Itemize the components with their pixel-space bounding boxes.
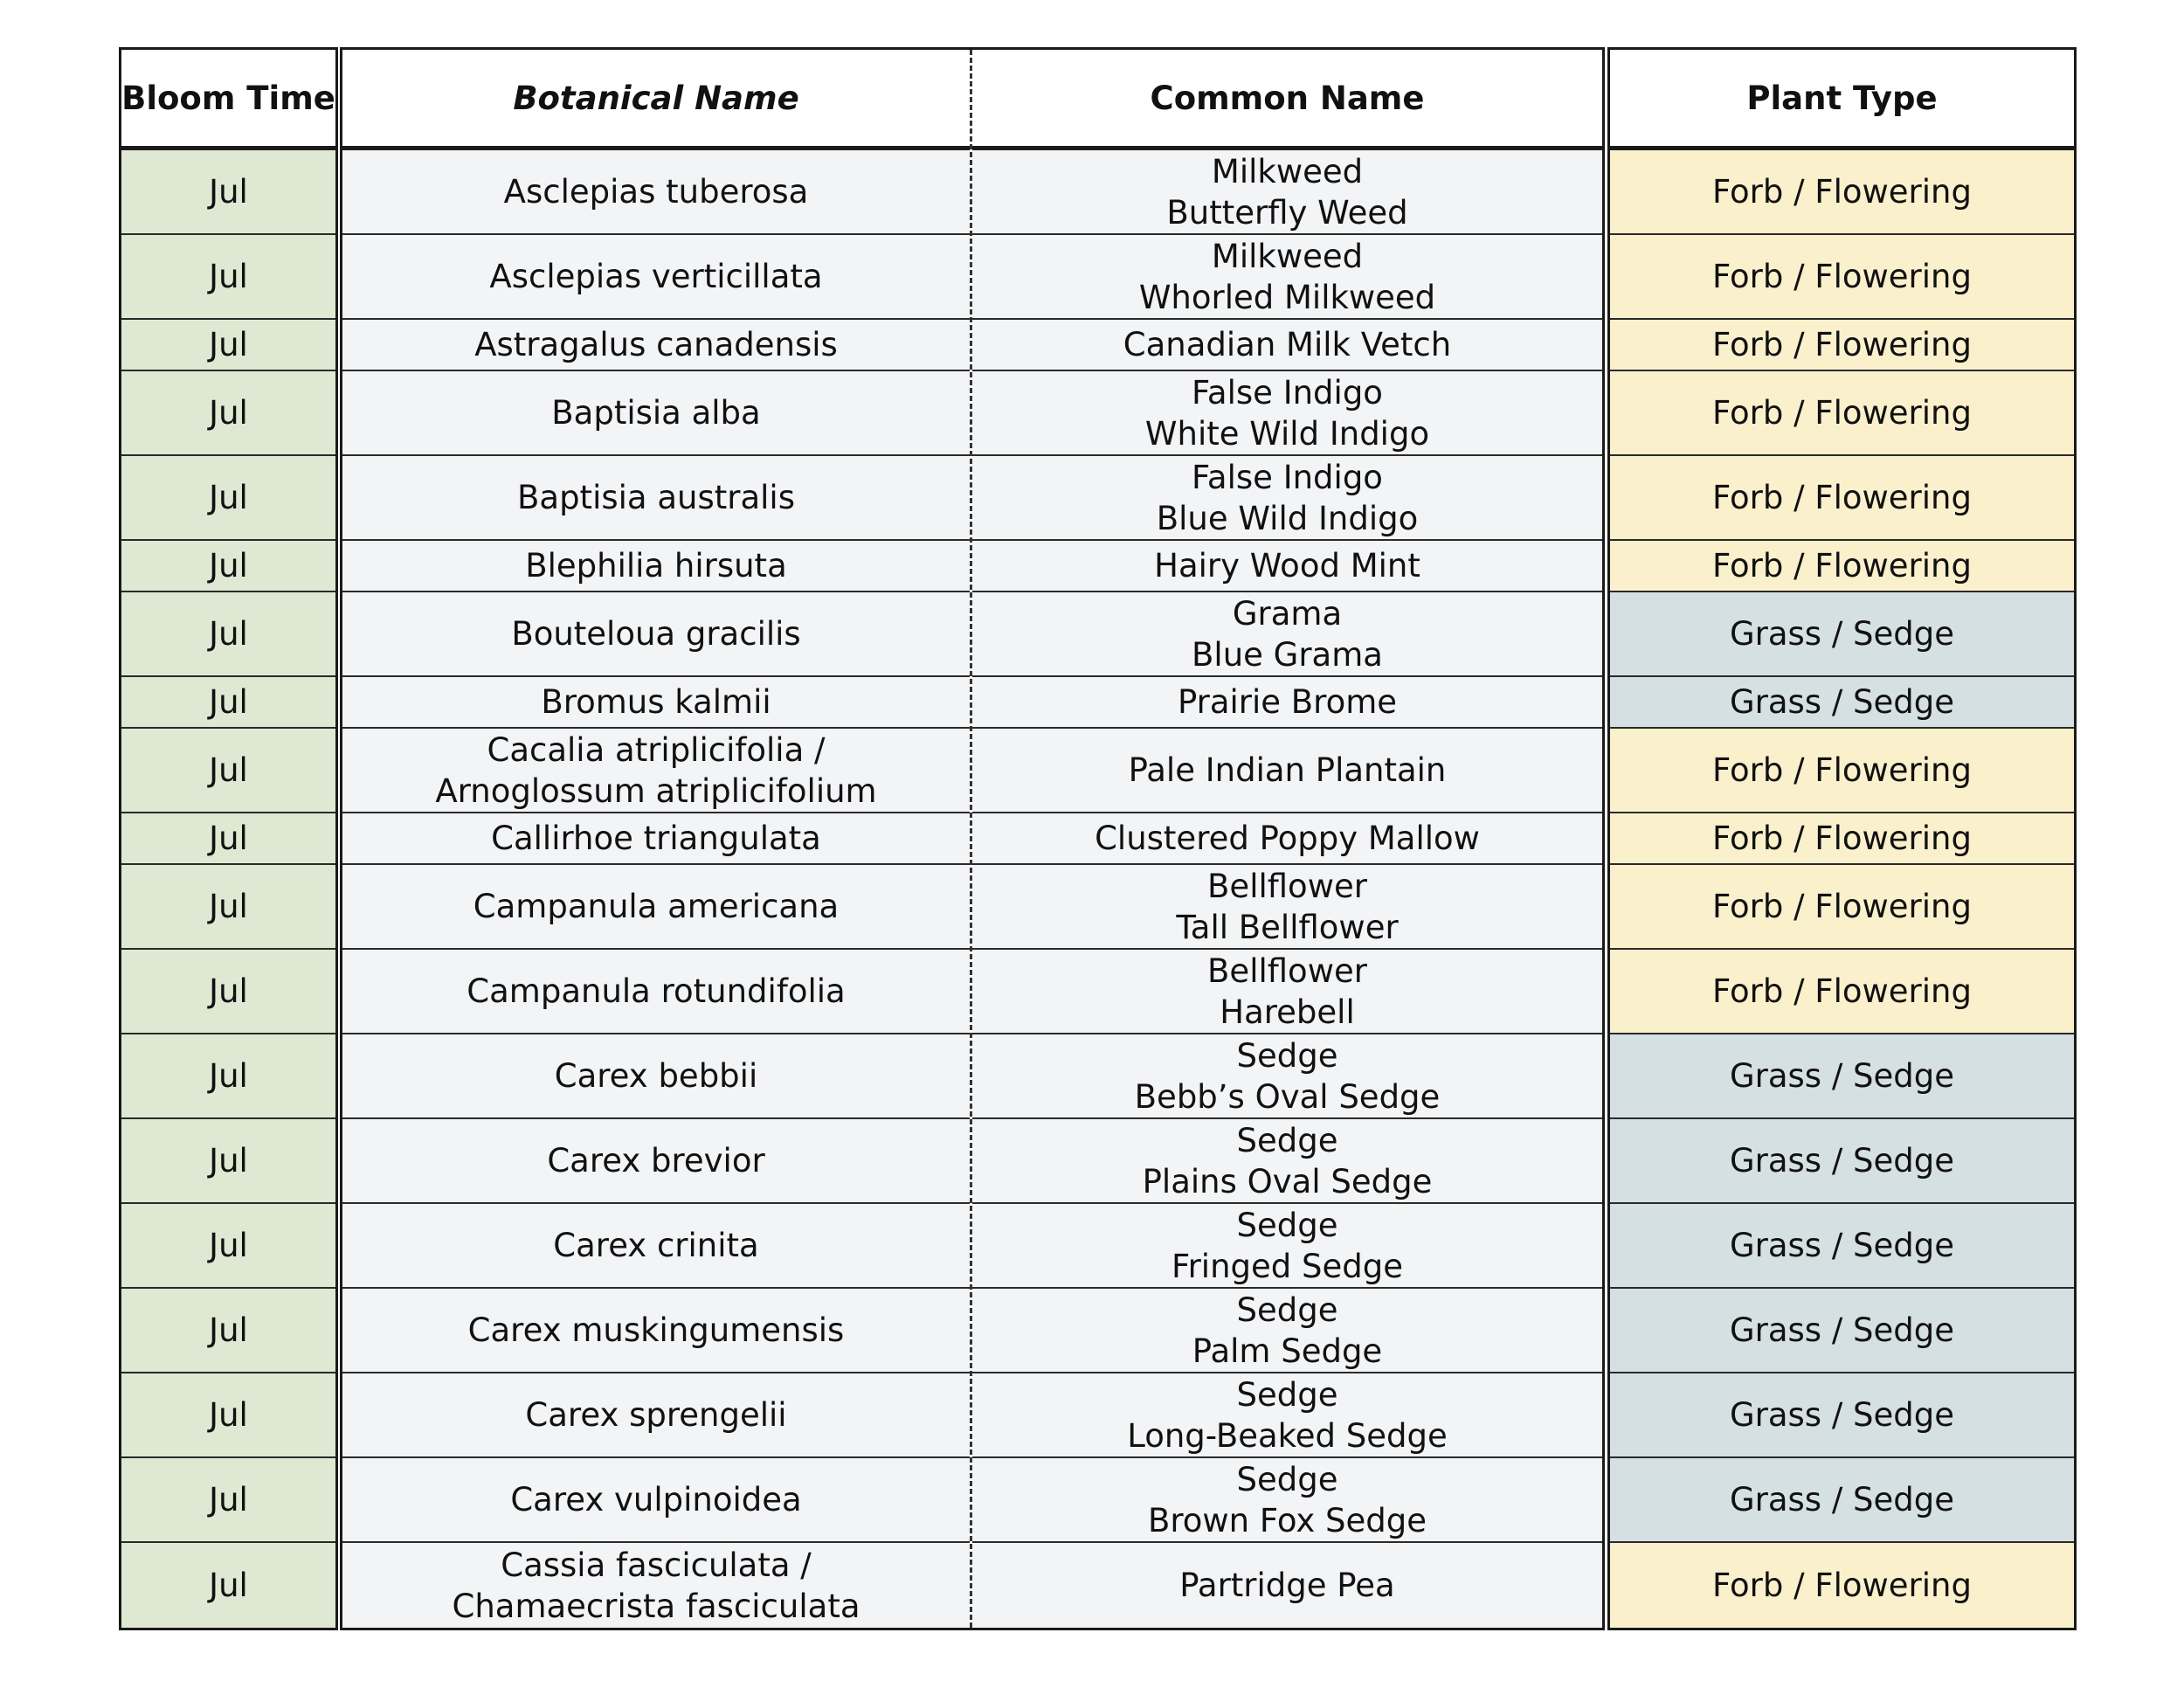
botanical-name-cell — [342, 813, 970, 865]
bloom-time-cell — [121, 1119, 335, 1204]
common-name-cell-line: Prairie Brome — [1177, 683, 1398, 721]
plant-type-cell-line: Forb / Flowering — [1712, 751, 1972, 789]
common-name-cell-line: Tall Bellflower — [1176, 908, 1399, 946]
plant-type-cell — [1610, 1543, 2074, 1628]
botanical-name-cell — [342, 456, 970, 541]
bloom-time-cell-line: Jul — [209, 1567, 248, 1604]
bloom-time-cell — [121, 371, 335, 456]
bloom-time-cell — [121, 541, 335, 592]
botanical-name-cell — [342, 1034, 970, 1119]
bloom-time-cell-line: Jul — [209, 683, 248, 721]
plant-type-cell-line: Forb / Flowering — [1712, 1567, 1972, 1604]
botanical-name-cell-line: Campanula rotundifolia — [467, 972, 846, 1010]
bloom-time-cell — [121, 950, 335, 1034]
bloom-time-cell-line: Jul — [209, 888, 248, 925]
common-name-cell — [972, 150, 1602, 235]
botanical-name-cell — [342, 150, 970, 235]
bloom-time-column — [119, 47, 338, 1630]
common-name-cell — [972, 1119, 1602, 1204]
botanical-name-column — [342, 50, 972, 1628]
common-name-cell — [972, 1373, 1602, 1458]
plant-type-cell-line: Forb / Flowering — [1712, 479, 1972, 516]
common-name-cell-line: Pale Indian Plantain — [1128, 751, 1447, 789]
common-name-cell — [972, 1543, 1602, 1628]
common-name-cells — [972, 150, 1602, 1628]
plant-type-cell — [1610, 1204, 2074, 1289]
common-name-cell-line: Butterfly Weed — [1166, 193, 1408, 232]
plant-type-cell — [1610, 320, 2074, 371]
common-name-cell — [972, 371, 1602, 456]
botanical-name-cell-line: Blephilia hirsuta — [525, 547, 787, 585]
common-name-cell — [972, 677, 1602, 729]
bloom-time-cell — [121, 235, 335, 320]
plant-type-cell — [1610, 1458, 2074, 1543]
bloom-time-cell — [121, 1289, 335, 1373]
botanical-name-cell-line: Carex crinita — [553, 1227, 759, 1264]
plant-type-cell — [1610, 950, 2074, 1034]
names-block — [340, 47, 1605, 1630]
common-name-cell — [972, 729, 1602, 813]
common-name-cell-line: Canadian Milk Vetch — [1123, 326, 1452, 363]
botanical-name-cell-line: Baptisia alba — [551, 394, 761, 432]
bloom-time-cell-line: Jul — [209, 479, 248, 516]
common-name-cell-line: False Indigo — [1192, 373, 1383, 412]
plant-type-cell-line: Forb / Flowering — [1712, 972, 1972, 1010]
common-name-column — [972, 50, 1602, 1628]
bloom-time-cell-line: Jul — [209, 326, 248, 363]
bloom-time-cell-line: Jul — [209, 1481, 248, 1519]
common-name-cell — [972, 320, 1602, 371]
common-name-cell-line: False Indigo — [1192, 458, 1383, 496]
common-name-cell-line: Clustered Poppy Mallow — [1095, 820, 1480, 857]
common-name-cell-line: Bellflower — [1207, 867, 1367, 905]
botanical-name-cell — [342, 1204, 970, 1289]
botanical-name-cell — [342, 950, 970, 1034]
botanical-name-cell-line: Baptisia australis — [517, 479, 795, 516]
botanical-name-cells — [342, 150, 970, 1628]
common-name-cell-line: Fringed Sedge — [1171, 1247, 1404, 1285]
common-name-cell-line: Sedge — [1236, 1036, 1338, 1075]
botanical-name-cell — [342, 865, 970, 950]
botanical-name-cell-line: Carex bebbii — [554, 1057, 758, 1095]
bloom-time-cell — [121, 865, 335, 950]
bloom-time-cell-line: Jul — [209, 820, 248, 857]
common-name-cell — [972, 813, 1602, 865]
plant-type-cell — [1610, 371, 2074, 456]
botanical-name-cell-line: Asclepias verticillata — [489, 258, 823, 295]
common-name-cell — [972, 592, 1602, 677]
bloom-time-cell-line: Jul — [209, 972, 248, 1010]
bloom-time-cell — [121, 1458, 335, 1543]
botanical-name-cell-line: Carex vulpinoidea — [510, 1481, 802, 1519]
common-name-cell — [972, 1204, 1602, 1289]
botanical-name-cell — [342, 371, 970, 456]
common-name-cell — [972, 1289, 1602, 1373]
botanical-name-cell — [342, 729, 970, 813]
plant-type-cell-line: Forb / Flowering — [1712, 888, 1972, 925]
bloom-time-cell — [121, 1204, 335, 1289]
bloom-time-cell — [121, 1373, 335, 1458]
common-name-cell-line: Partridge Pea — [1179, 1567, 1395, 1604]
names-columns — [342, 50, 1602, 1628]
botanical-name-header: Botanical Name — [342, 50, 970, 150]
bloom-time-cell — [121, 1034, 335, 1119]
common-name-cell-line: Blue Wild Indigo — [1156, 499, 1419, 537]
bloom-time-cell-line: Jul — [209, 751, 248, 789]
plant-type-cell-line: Grass / Sedge — [1729, 1396, 1955, 1434]
common-name-cell — [972, 865, 1602, 950]
plant-type-cell-line: Grass / Sedge — [1729, 1142, 1955, 1180]
bloom-time-cell-line: Jul — [209, 1057, 248, 1095]
bloom-time-cell-line: Jul — [209, 1142, 248, 1180]
plant-type-cell-line: Forb / Flowering — [1712, 173, 1972, 211]
plant-type-cell — [1610, 456, 2074, 541]
plant-type-cell — [1610, 150, 2074, 235]
bloom-time-cell — [121, 456, 335, 541]
common-name-cell-line: Sedge — [1236, 1460, 1338, 1498]
bloom-time-cell-line: Jul — [209, 547, 248, 585]
botanical-name-cell-line: Astragalus canadensis — [474, 326, 838, 363]
common-name-cell — [972, 235, 1602, 320]
botanical-name-cell-line: Carex sprengelii — [525, 1396, 787, 1434]
common-name-cell — [972, 1034, 1602, 1119]
botanical-name-cell-line: Bouteloua gracilis — [511, 615, 801, 653]
botanical-name-cell — [342, 1373, 970, 1458]
botanical-name-cell — [342, 1458, 970, 1543]
plant-type-cell-line: Grass / Sedge — [1729, 1057, 1955, 1095]
common-name-cell-line: Whorled Milkweed — [1138, 278, 1436, 316]
botanical-name-cell-line: Arnoglossum atriplicifolium — [435, 771, 877, 810]
common-name-cell-line: Grama — [1232, 594, 1343, 633]
bloom-time-cell-line: Jul — [209, 173, 248, 211]
plant-type-cell-line: Grass / Sedge — [1729, 1227, 1955, 1264]
plant-type-cell — [1610, 729, 2074, 813]
botanical-name-cell-line: Chamaecrista fasciculata — [452, 1587, 860, 1625]
common-name-cell-line: White Wild Indigo — [1144, 414, 1430, 453]
botanical-name-cell — [342, 320, 970, 371]
plant-type-cell — [1610, 541, 2074, 592]
plant-type-cell-line: Forb / Flowering — [1712, 820, 1972, 857]
bloom-time-cell-line: Jul — [209, 1311, 248, 1349]
plant-type-cell — [1610, 1373, 2074, 1458]
common-name-cell-line: Harebell — [1220, 993, 1355, 1031]
bloom-time-cell — [121, 1543, 335, 1628]
plant-type-cell — [1610, 1034, 2074, 1119]
plant-type-cell — [1610, 592, 2074, 677]
botanical-name-cell-line: Cacalia atriplicifolia / — [487, 730, 826, 769]
botanical-name-cell — [342, 541, 970, 592]
bloom-time-cell — [121, 677, 335, 729]
common-name-cell-line: Sedge — [1236, 1290, 1338, 1329]
common-name-cell-line: Palm Sedge — [1192, 1332, 1383, 1370]
common-name-cell-line: Bebb’s Oval Sedge — [1134, 1077, 1441, 1116]
plant-type-cell-line: Forb / Flowering — [1712, 258, 1972, 295]
plant-type-cell — [1610, 813, 2074, 865]
bloom-time-cell-line: Jul — [209, 615, 248, 653]
botanical-name-cell-line: Cassia fasciculata / — [501, 1546, 812, 1584]
botanical-name-cell-line: Bromus kalmii — [541, 683, 771, 721]
plant-type-cell — [1610, 1289, 2074, 1373]
common-name-cell — [972, 950, 1602, 1034]
plant-type-cell-line: Forb / Flowering — [1712, 394, 1972, 432]
botanical-name-cell-line: Callirhoe triangulata — [491, 820, 821, 857]
common-name-cell — [972, 456, 1602, 541]
common-name-cell-line: Plains Oval Sedge — [1142, 1162, 1433, 1200]
botanical-name-cell — [342, 1119, 970, 1204]
plant-type-cell — [1610, 1119, 2074, 1204]
plant-type-cell-line: Grass / Sedge — [1729, 1481, 1955, 1519]
bloom-time-cell — [121, 320, 335, 371]
common-name-cell-line: Bellflower — [1207, 951, 1367, 990]
common-name-cell-line: Long-Beaked Sedge — [1127, 1416, 1448, 1455]
common-name-cell — [972, 541, 1602, 592]
bloom-time-cells — [121, 150, 335, 1628]
common-name-cell-line: Sedge — [1236, 1375, 1338, 1414]
bloom-time-cell — [121, 592, 335, 677]
plant-type-cell — [1610, 235, 2074, 320]
botanical-name-cell — [342, 1543, 970, 1628]
common-name-cell-line: Hairy Wood Mint — [1154, 547, 1420, 585]
bloom-time-cell-line: Jul — [209, 1227, 248, 1264]
common-name-cell-line: Sedge — [1236, 1121, 1338, 1159]
bloom-time-cell — [121, 813, 335, 865]
plant-type-cell — [1610, 865, 2074, 950]
plant-type-cell-line: Forb / Flowering — [1712, 547, 1972, 585]
botanical-name-cell-line: Carex muskingumensis — [467, 1311, 845, 1349]
botanical-name-cell-line: Carex brevior — [547, 1142, 765, 1180]
common-name-cell-line: Milkweed — [1211, 152, 1364, 190]
bloom-time-cell — [121, 150, 335, 235]
plant-type-cell-line: Grass / Sedge — [1729, 683, 1955, 721]
bloom-time-cell-line: Jul — [209, 258, 248, 295]
common-name-cell-line: Brown Fox Sedge — [1148, 1501, 1427, 1539]
plant-type-cells — [1610, 150, 2074, 1628]
common-name-cell-line: Blue Grama — [1192, 635, 1383, 674]
bloom-time-header: Bloom Time — [121, 50, 335, 150]
bloom-time-cell-line: Jul — [209, 1396, 248, 1434]
bloom-time-cell-line: Jul — [209, 394, 248, 432]
common-name-cell — [972, 1458, 1602, 1543]
botanical-name-cell — [342, 235, 970, 320]
botanical-name-cell — [342, 677, 970, 729]
common-name-header: Common Name — [972, 50, 1602, 150]
botanical-name-cell-line: Asclepias tuberosa — [503, 173, 809, 211]
plant-type-cell-line: Grass / Sedge — [1729, 1311, 1955, 1349]
botanical-name-cell — [342, 592, 970, 677]
plant-type-header: Plant Type — [1610, 50, 2074, 150]
botanical-name-cell-line: Campanula americana — [473, 888, 840, 925]
common-name-cell-line: Sedge — [1236, 1206, 1338, 1244]
bloom-time-cell — [121, 729, 335, 813]
botanical-name-cell — [342, 1289, 970, 1373]
common-name-cell-line: Milkweed — [1211, 237, 1364, 275]
plant-type-cell — [1610, 677, 2074, 729]
plant-type-column — [1607, 47, 2077, 1630]
plant-type-cell-line: Forb / Flowering — [1712, 326, 1972, 363]
plant-type-cell-line: Grass / Sedge — [1729, 615, 1955, 653]
